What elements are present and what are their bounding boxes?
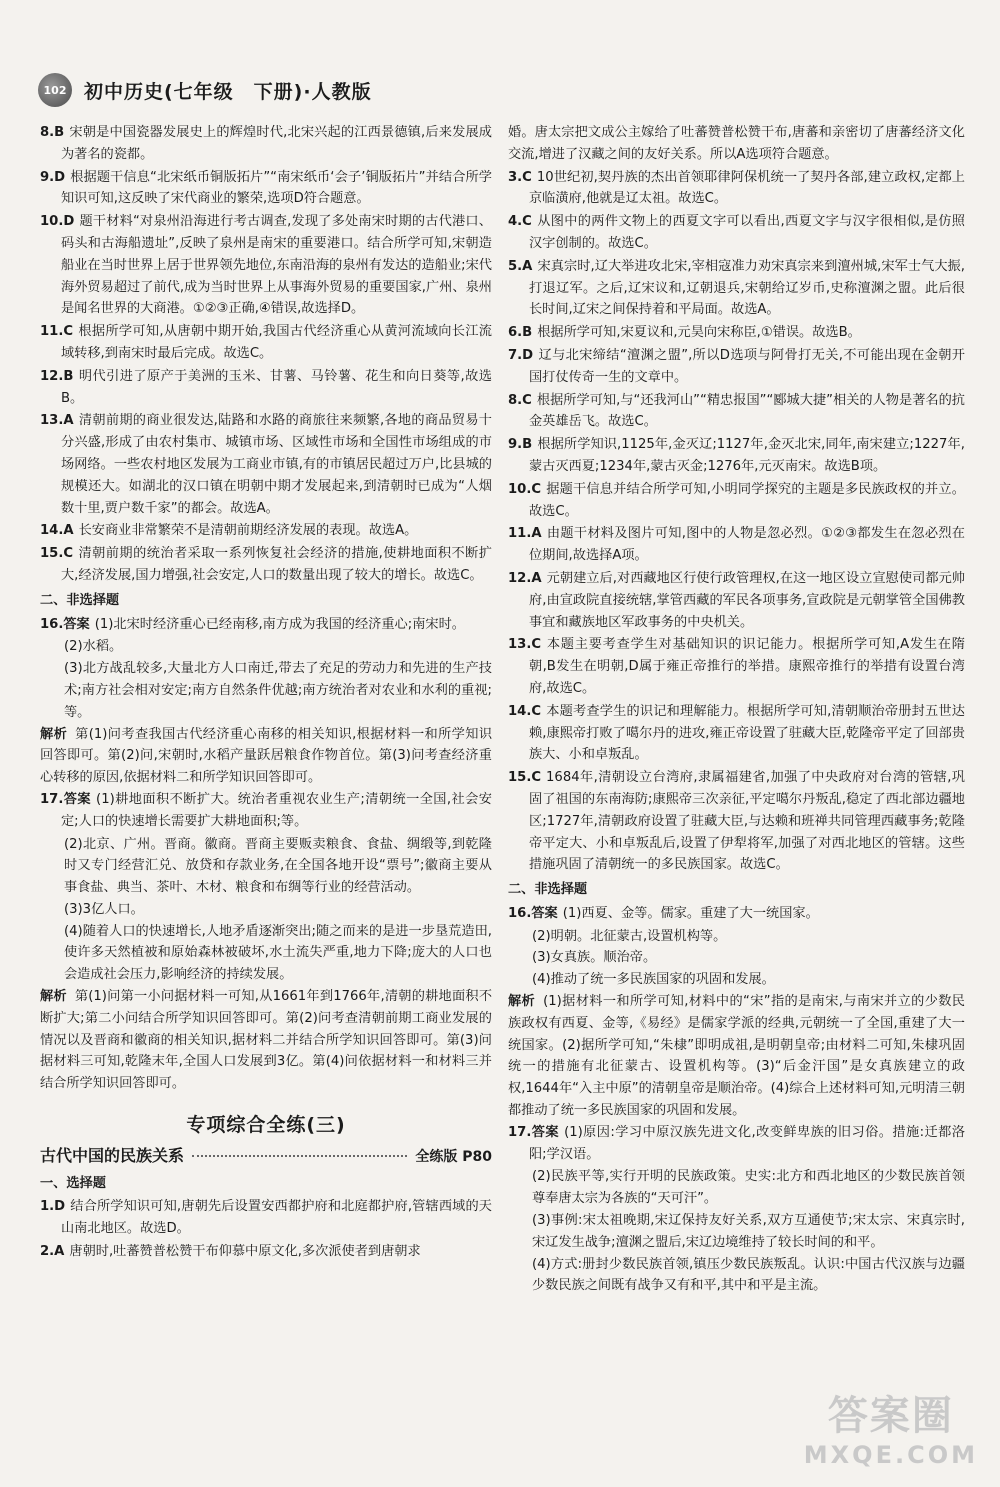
leader-dots bbox=[192, 1155, 407, 1157]
answer-text: 唐朝时,吐蕃赞普松赞干布仰慕中原文化,多次派使者到唐朝求 bbox=[69, 1244, 421, 1260]
answer-item bbox=[508, 390, 965, 434]
answer-item bbox=[40, 410, 492, 519]
answer-item bbox=[40, 211, 492, 320]
answer-item bbox=[40, 122, 492, 166]
answer-item bbox=[508, 167, 965, 211]
analysis-text: (1)据材料一和所学可知,材料中的“宋”指的是南宋,与南宋并立的少数民族政权有西夏、金等,《易经》是儒家学派的经典,元朝统一了全国,重建了大一统国家。(2)据所学可知,“朱棣”即明成祖,是明朝皇帝;由材料二可知,朱棣巩固统一的措施有北征蒙古、设置机构等。(3)“后金汗国”是女真族建立的政权,1644年“入主中原”的清朝皇帝是顺治帝。(4)综合上述材料可知,元明清三朝都推动了统一多民族国家的巩固和发展。 bbox=[508, 994, 965, 1119]
answer-text: (3)女真族。顺治帝。 bbox=[532, 950, 657, 966]
question-number: 6.B bbox=[508, 325, 533, 341]
question-number: 17.答案 bbox=[40, 791, 92, 807]
answer-item bbox=[508, 211, 965, 255]
section-heading: 二、非选择题 bbox=[508, 882, 588, 898]
answer-text: 据题干信息并结合所学可知,小明同学探究的主题是多民族政权的并立。故选C。 bbox=[529, 481, 965, 519]
answer-item bbox=[40, 167, 492, 211]
question-number: 10.C bbox=[508, 481, 542, 497]
question-number: 14.C bbox=[508, 703, 542, 719]
answer-text: (2)水稻。 bbox=[64, 639, 123, 655]
answer-text: 根据所学知识,1125年,金灭辽;1127年,金灭北宋,同年,南宋建立;1227年,蒙古灭西夏;1234年,蒙古灭金;1276年,元灭南宋。故选B项。 bbox=[529, 437, 965, 474]
question-number: 8.B bbox=[40, 125, 65, 140]
answer-text: (3)事例:宋太祖晚期,宋辽保持友好关系,双方互通使节;宋太宗、宋真宗时,宋辽发生战争;澶渊之盟后,宋辽边境维持了较长时间的和平。 bbox=[532, 1213, 965, 1250]
answer-text: (4)推动了统一多民族国家的巩固和发展。 bbox=[532, 972, 775, 988]
watermark-site: MXQE.COM bbox=[803, 1441, 978, 1469]
question-number: 7.D bbox=[508, 347, 534, 363]
answer-text: 本题主要考查学生对基础知识的识记能力。根据所学可知,A发生在隋朝,B发生在明朝,D属于雍正帝推行的举措。康熙帝推行的举措有设置台湾府,故选C。 bbox=[529, 637, 965, 696]
question-number: 13.C bbox=[508, 637, 542, 653]
answer-item bbox=[40, 1241, 492, 1263]
answer-item bbox=[508, 523, 965, 567]
analysis-text: 第(1)问考查我国古代经济重心南移的相关知识,根据材料一和所学知识回答即可。第(2)问,宋朝时,水稻产量跃居粮食作物首位。第(3)问考查经济重心转移的原因,依据材料二和所学知识回答即可。 bbox=[40, 726, 493, 786]
answer-16 bbox=[40, 614, 492, 789]
special-practice-title: 专项综合全练(三) bbox=[186, 1114, 346, 1137]
answer-item bbox=[40, 321, 492, 365]
question-number: 16.答案 bbox=[40, 616, 90, 632]
section-heading: 一、选择题 bbox=[40, 1175, 106, 1191]
answer-text: 元朝建立后,对西藏地区行使行政管理权,在这一地区设立宣慰使司都元帅府,由宣政院直接统辖,掌管西藏的军民各项事务,宣政院是元朝掌管全国佛教事宜和藏族地区军政事务的中央机关。 bbox=[529, 570, 965, 630]
topic-row bbox=[40, 1145, 492, 1169]
answer-text: 题干材料“对泉州沿海进行考古调查,发现了多处南宋时期的古代港口、码头和古海船遗址”,反映了泉州是南宋的重要港口。结合所学可知,宋朝造船业在当时世界上居于世界领先地位,东南沿海的泉州有发达的造船业;宋代海外贸易超过了前代,成为当时世界上从事海外贸易的重要国家,广州、泉州是闻名世界的大商港。①②③正确,④错误,故选择D。 bbox=[61, 214, 492, 317]
answer-text: 根据所学可知,从唐朝中期开始,我国古代经济重心从黄河流域向长江流域转移,到南宋时最后完成。故选C。 bbox=[61, 324, 492, 361]
answer-item bbox=[40, 520, 492, 542]
answer-item bbox=[508, 434, 965, 478]
answer-text: (4)方式:册封少数民族首领,镇压少数民族叛乱。认识:中国古代汉族与边疆少数民族之间既有战争又有和平,其中和平是主流。 bbox=[532, 1256, 965, 1294]
answer-text: (3)北方战乱较多,大量北方人口南迁,带去了充足的劳动力和先进的生产技术;南方社会相对安定;南方自然条件优越;南方统治者对农业和水利的重视;等。 bbox=[64, 661, 492, 720]
answer-item bbox=[508, 701, 965, 766]
answer-text: 宋朝是中国瓷器发展史上的辉煌时代,北宋兴起的江西景德镇,后来发展成为著名的瓷都。 bbox=[61, 125, 492, 162]
continued-text: 婚。唐太宗把文成公主嫁给了吐蕃赞普松赞干布,唐蕃和亲密切了唐蕃经济文化交流,增进了汉藏之间的友好关系。所以A选项符合题意。 bbox=[508, 125, 965, 162]
question-number: 5.A bbox=[508, 258, 533, 274]
answer-text: 根据所学可知,宋夏议和,元昊向宋称臣,①错误。故选B。 bbox=[537, 325, 861, 341]
answer-text: (1)北宋时经济重心已经南移,南方成为我国的经济重心;南宋时。 bbox=[94, 616, 465, 632]
answer-text: (2)民族平等,实行开明的民族政策。史实:北方和西北地区的少数民族首领尊奉唐太宗为各族的“天可汗”。 bbox=[532, 1169, 965, 1207]
answer-text: 由题干材料及图片可知,图中的人物是忽必烈。①②③都发生在忽必烈在位期间,故选择A项。 bbox=[529, 526, 965, 564]
analysis-label: 解析 bbox=[40, 989, 67, 1005]
answer-item bbox=[40, 543, 492, 587]
question-number: 17.答案 bbox=[508, 1124, 560, 1140]
answer-text: (3)3亿人口。 bbox=[64, 901, 144, 917]
answer-item bbox=[508, 767, 965, 876]
answer-text: 辽与北宋缔结“澶渊之盟”,所以D选项与阿骨打无关,不可能出现在金朝开国打仗传奇一生的文章中。 bbox=[529, 347, 965, 385]
right-column bbox=[508, 122, 965, 1297]
answer-text: 清朝前期的统治者采取一系列恢复社会经济的措施,使耕地面积不断扩大,经济发展,国力增强,社会安定,人口的数量出现了较大的增长。故选C。 bbox=[61, 546, 492, 583]
question-number: 11.C bbox=[40, 324, 74, 340]
page-header bbox=[38, 70, 372, 110]
answer-17-right bbox=[508, 1122, 965, 1297]
answer-17 bbox=[40, 789, 492, 1095]
question-number: 9.B bbox=[508, 437, 533, 453]
answer-text: 从图中的两件文物上的西夏文字可以看出,西夏文字与汉字很相似,是仿照汉字创制的。故选C。 bbox=[529, 214, 965, 251]
answer-item bbox=[508, 256, 965, 321]
question-number: 10.D bbox=[40, 214, 75, 230]
answer-text: 结合所学知识可知,唐朝先后设置安西都护府和北庭都护府,管辖西域的天山南北地区。故选D。 bbox=[61, 1199, 492, 1237]
answer-text: 长安商业非常繁荣不是清朝前期经济发展的表现。故选A。 bbox=[78, 523, 418, 539]
question-number: 8.C bbox=[508, 392, 532, 408]
answer-item bbox=[508, 568, 965, 633]
question-number: 2.A bbox=[40, 1244, 65, 1260]
answer-text: (1)原因:学习中原汉族先进文化,改变鲜卑族的旧习俗。措施:迁都洛阳;学汉语。 bbox=[529, 1124, 965, 1162]
page-reference: 全练版 P80 bbox=[415, 1148, 492, 1165]
answer-item bbox=[508, 634, 965, 699]
left-column bbox=[40, 122, 492, 1264]
question-number: 11.A bbox=[508, 526, 542, 542]
answer-text: (1)西夏、金等。儒家。重建了大一统国家。 bbox=[562, 905, 819, 921]
analysis-text: 第(1)问第一小问据材料一可知,从1661年到1766年,清朝的耕地面积不断扩大;第二小问结合所学知识回答即可。第(2)问考查清朝前期工商业发展的情况以及晋商和徽商的相关知识,据材料二并结合所学知识回答即可。第(3)问据材料三可知,乾隆末年,全国人口发展到3亿。第(4)问依据材料一和材料三并结合所学知识回答即可。 bbox=[40, 989, 493, 1092]
answer-text: 10世纪初,契丹族的杰出首领耶律阿保机统一了契丹各部,建立政权,定都上京临潢府,他就是辽太祖。故选C。 bbox=[529, 169, 965, 207]
answer-text: 宋真宗时,辽大举进攻北宋,宰相寇准力劝宋真宗来到澶州城,宋军士气大振,打退辽军。之后,辽宋议和,辽朝退兵,宋朝给辽岁币,史称澶渊之盟。此后很长时间,辽宋之间保持着和平局面。故选A。 bbox=[529, 258, 965, 318]
analysis-label: 解析 bbox=[508, 994, 536, 1010]
answer-item bbox=[508, 322, 965, 344]
answer-text: 明代引进了原产于美洲的玉米、甘薯、马铃薯、花生和向日葵等,故选B。 bbox=[61, 368, 492, 406]
question-number: 4.C bbox=[508, 214, 532, 230]
answer-text: 根据题干信息“北宋纸币铜版拓片”“南宋纸币‘会子’铜版拓片”并结合所学知识可知,这反映了宋代商业的繁荣,选项D符合题意。 bbox=[61, 169, 492, 207]
topic-title: 古代中国的民族关系 bbox=[40, 1145, 185, 1165]
question-number: 15.C bbox=[40, 546, 74, 562]
answer-text: (2)明朝。北征蒙古,设置机构等。 bbox=[532, 928, 727, 944]
question-number: 14.A bbox=[40, 523, 74, 539]
answer-item bbox=[40, 1196, 492, 1240]
answer-item bbox=[508, 345, 965, 389]
question-number: 13.A bbox=[40, 413, 74, 429]
answer-text: 本题考查学生的识记和理解能力。根据所学可知,清朝顺治帝册封五世达赖,康熙帝打败了噶尔丹的进攻,雍正帝设置了驻藏大臣,乾隆帝平定了回部贵族大、小和卓叛乱。 bbox=[529, 703, 965, 763]
answer-text: (2)北京、广州。晋商。徽商。晋商主要贩卖粮食、食盐、绸缎等,到乾隆时又专门经营汇兑、放贷和存款业务,在全国各地开设“票号”;徽商主要从事食盐、典当、茶叶、木材、粮食和布绸等行业的经营活动。 bbox=[64, 836, 492, 896]
question-number: 1.D bbox=[40, 1199, 66, 1215]
answer-item bbox=[508, 479, 965, 523]
section-heading: 二、非选择题 bbox=[40, 592, 120, 608]
answer-text: (1)耕地面积不断扩大。统治者重视农业生产;清朝统一全国,社会安定;人口的快速增长需要扩大耕地面积;等。 bbox=[61, 791, 492, 829]
question-number: 9.D bbox=[40, 169, 66, 185]
page-number-badge: 102 bbox=[38, 73, 72, 107]
site-watermark bbox=[804, 1384, 978, 1469]
answer-item bbox=[40, 366, 492, 410]
question-number: 12.B bbox=[40, 368, 74, 384]
answer-16-right bbox=[508, 903, 965, 1122]
question-number: 15.C bbox=[508, 770, 542, 786]
watermark-logo: 答案圈 bbox=[827, 1392, 954, 1439]
question-number: 16.答案 bbox=[508, 905, 558, 921]
answer-text: (4)随着人口的快速增长,人地矛盾逐渐突出;随之而来的是进一步垦荒造田,使许多天然植被和原始森林被破坏,水土流失严重,地力下降;庞大的人口也会造成社会压力,影响经济的持续发展。 bbox=[64, 923, 492, 983]
question-number: 12.A bbox=[508, 570, 542, 586]
question-number: 3.C bbox=[508, 169, 532, 185]
answer-text: 清朝前期的商业很发达,陆路和水路的商旅往来频繁,各地的商品贸易十分兴盛,形成了由农村集市、城镇市场、区域性市场和全国性市场组成的市场网络。一些农村地区发展为工商业市镇,有的市镇居民超过万户,比县城的规模还大。如湖北的汉口镇在明朝中期才发展起来,到清朝时已成为“人烟数十里,贾户数千家”的都会。故选A。 bbox=[61, 413, 492, 516]
book-title: 初中历史(七年级 下册)·人教版 bbox=[84, 80, 372, 103]
answer-text: 1684年,清朝设立台湾府,隶属福建省,加强了中央政府对台湾的管辖,巩固了祖国的东南海防;康熙帝三次亲征,平定噶尔丹叛乱,稳定了西北部边疆地区;1727年,清朝政府设置了驻藏大臣,与达赖和班禅共同管理西藏事务;乾隆帝平定大、小和卓叛乱后,设置了伊犁将军,加强了对西北地区的管辖。这些措施巩固了清朝统一的多民族国家。故选C。 bbox=[529, 770, 965, 873]
analysis-label: 解析 bbox=[40, 726, 68, 742]
answer-text: 根据所学可知,与“还我河山”“精忠报国”“郾城大捷”相关的人物是著名的抗金英雄岳飞。故选C。 bbox=[529, 392, 965, 430]
